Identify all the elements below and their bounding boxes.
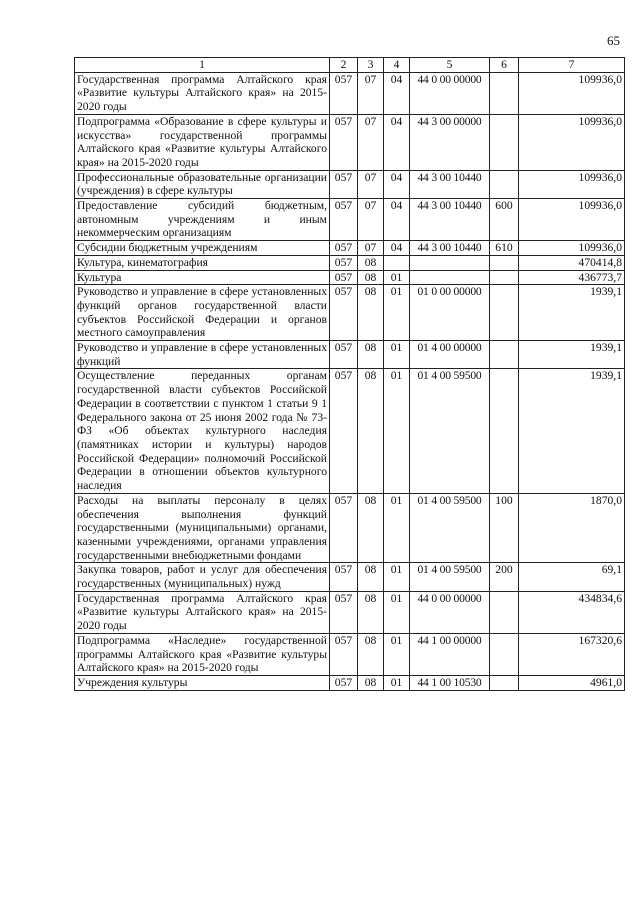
row-subsection-code bbox=[384, 255, 410, 270]
row-ministry-code: 057 bbox=[330, 270, 358, 285]
header-col-3: 3 bbox=[358, 58, 384, 73]
row-expense-type bbox=[490, 270, 519, 285]
row-section-code: 08 bbox=[358, 591, 384, 633]
row-name: Закупка товаров, работ и услуг для обеспечения государственных (муниципальных) нужд bbox=[75, 563, 330, 591]
row-section-code: 07 bbox=[358, 241, 384, 256]
row-subsection-code: 01 bbox=[384, 341, 410, 369]
row-target-article: 01 4 00 59500 bbox=[410, 369, 490, 493]
row-name: Расходы на выплаты персоналу в целях обеспечения выполнения функций государственными (муниципальными) органами, казенными учреждениями, органами управления государственными внебюджетными фондами bbox=[75, 493, 330, 563]
header-col-7: 7 bbox=[519, 58, 625, 73]
row-ministry-code: 057 bbox=[330, 285, 358, 341]
row-target-article: 44 3 00 10440 bbox=[410, 199, 490, 241]
row-expense-type: 200 bbox=[490, 563, 519, 591]
row-target-article: 44 0 00 00000 bbox=[410, 72, 490, 114]
budget-table bbox=[74, 57, 625, 691]
table-body bbox=[75, 72, 625, 690]
row-name: Государственная программа Алтайского края «Развитие культуры Алтайского края» на 2015-2020 годы bbox=[75, 72, 330, 114]
row-name: Предоставление субсидий бюджетным, автономным учреждениям и иным некоммерческим организациям bbox=[75, 199, 330, 241]
row-target-article: 44 1 00 10530 bbox=[410, 675, 490, 690]
row-name: Субсидии бюджетным учреждениям bbox=[75, 241, 330, 256]
row-target-article bbox=[410, 270, 490, 285]
row-ministry-code: 057 bbox=[330, 72, 358, 114]
row-amount: 436773,7 bbox=[519, 270, 625, 285]
table-row bbox=[75, 199, 625, 241]
table-row bbox=[75, 170, 625, 198]
row-expense-type bbox=[490, 633, 519, 675]
row-section-code: 07 bbox=[358, 114, 384, 170]
row-name: Подпрограмма «Образование в сфере культуры и искусства» государственной программы Алтайского края «Развитие культуры Алтайского края» на 2015-2020 годы bbox=[75, 114, 330, 170]
row-name: Подпрограмма «Наследие» государственной программы Алтайского края «Развитие культуры Алтайского края» на 2015-2020 годы bbox=[75, 633, 330, 675]
row-expense-type bbox=[490, 255, 519, 270]
row-amount: 109936,0 bbox=[519, 241, 625, 256]
row-ministry-code: 057 bbox=[330, 170, 358, 198]
row-section-code: 07 bbox=[358, 199, 384, 241]
row-name: Руководство и управление в сфере установленных функций bbox=[75, 341, 330, 369]
row-name: Учреждения культуры bbox=[75, 675, 330, 690]
table-row bbox=[75, 369, 625, 493]
row-subsection-code: 01 bbox=[384, 633, 410, 675]
header-col-2: 2 bbox=[330, 58, 358, 73]
table-row bbox=[75, 72, 625, 114]
row-ministry-code: 057 bbox=[330, 591, 358, 633]
row-expense-type: 100 bbox=[490, 493, 519, 563]
row-section-code: 08 bbox=[358, 255, 384, 270]
row-amount: 1939,1 bbox=[519, 341, 625, 369]
row-target-article: 01 4 00 59500 bbox=[410, 493, 490, 563]
row-amount: 1939,1 bbox=[519, 285, 625, 341]
table-row bbox=[75, 675, 625, 690]
row-amount: 69,1 bbox=[519, 563, 625, 591]
row-ministry-code: 057 bbox=[330, 675, 358, 690]
row-ministry-code: 057 bbox=[330, 563, 358, 591]
row-subsection-code: 01 bbox=[384, 591, 410, 633]
row-target-article: 44 3 00 10440 bbox=[410, 241, 490, 256]
row-amount: 1939,1 bbox=[519, 369, 625, 493]
row-section-code: 08 bbox=[358, 369, 384, 493]
row-ministry-code: 057 bbox=[330, 633, 358, 675]
row-subsection-code: 04 bbox=[384, 72, 410, 114]
row-name: Осуществление переданных органам государственной власти субъектов Российской Федерации в соответствии с пунктом 1 статьи 9 1 Федерального закона от 25 июня 2002 года № 73-ФЗ «Об объектах культурного наследия (памятниках истории и культуры) народов Российской Федерации» полномочий Российской Федерации в отношении объектов культурного наследия bbox=[75, 369, 330, 493]
row-section-code: 08 bbox=[358, 493, 384, 563]
row-ministry-code: 057 bbox=[330, 241, 358, 256]
row-expense-type bbox=[490, 170, 519, 198]
row-target-article: 01 4 00 59500 bbox=[410, 563, 490, 591]
row-section-code: 08 bbox=[358, 633, 384, 675]
row-section-code: 08 bbox=[358, 675, 384, 690]
header-col-6: 6 bbox=[490, 58, 519, 73]
table-row bbox=[75, 493, 625, 563]
row-section-code: 08 bbox=[358, 270, 384, 285]
table-row bbox=[75, 341, 625, 369]
row-subsection-code: 01 bbox=[384, 675, 410, 690]
row-expense-type bbox=[490, 285, 519, 341]
table-row bbox=[75, 241, 625, 256]
table-row bbox=[75, 270, 625, 285]
row-ministry-code: 057 bbox=[330, 199, 358, 241]
row-amount: 109936,0 bbox=[519, 114, 625, 170]
row-subsection-code: 04 bbox=[384, 170, 410, 198]
row-subsection-code: 01 bbox=[384, 563, 410, 591]
row-ministry-code: 057 bbox=[330, 114, 358, 170]
row-ministry-code: 057 bbox=[330, 493, 358, 563]
row-ministry-code: 057 bbox=[330, 369, 358, 493]
row-subsection-code: 01 bbox=[384, 493, 410, 563]
row-name: Культура bbox=[75, 270, 330, 285]
row-name: Культура, кинематография bbox=[75, 255, 330, 270]
header-col-4: 4 bbox=[384, 58, 410, 73]
row-name: Профессиональные образовательные организации (учреждения) в сфере культуры bbox=[75, 170, 330, 198]
table-row bbox=[75, 255, 625, 270]
row-expense-type: 610 bbox=[490, 241, 519, 256]
row-amount: 1870,0 bbox=[519, 493, 625, 563]
row-subsection-code: 04 bbox=[384, 199, 410, 241]
row-target-article: 44 3 00 10440 bbox=[410, 170, 490, 198]
row-target-article bbox=[410, 255, 490, 270]
table-row bbox=[75, 633, 625, 675]
row-section-code: 08 bbox=[358, 285, 384, 341]
row-expense-type: 600 bbox=[490, 199, 519, 241]
row-section-code: 08 bbox=[358, 341, 384, 369]
row-amount: 434834,6 bbox=[519, 591, 625, 633]
row-ministry-code: 057 bbox=[330, 341, 358, 369]
row-name: Руководство и управление в сфере установленных функций органов государственной власти субъектов Российской Федерации и органов местного самоуправления bbox=[75, 285, 330, 341]
row-subsection-code: 01 bbox=[384, 369, 410, 493]
row-section-code: 07 bbox=[358, 72, 384, 114]
row-amount: 167320,6 bbox=[519, 633, 625, 675]
row-expense-type bbox=[490, 591, 519, 633]
row-amount: 109936,0 bbox=[519, 199, 625, 241]
table-row bbox=[75, 285, 625, 341]
table-row bbox=[75, 591, 625, 633]
row-amount: 470414,8 bbox=[519, 255, 625, 270]
row-target-article: 44 1 00 00000 bbox=[410, 633, 490, 675]
table-row bbox=[75, 114, 625, 170]
row-expense-type bbox=[490, 675, 519, 690]
row-target-article: 44 3 00 00000 bbox=[410, 114, 490, 170]
row-amount: 4961,0 bbox=[519, 675, 625, 690]
table-row bbox=[75, 563, 625, 591]
row-section-code: 08 bbox=[358, 563, 384, 591]
row-expense-type bbox=[490, 114, 519, 170]
row-ministry-code: 057 bbox=[330, 255, 358, 270]
row-subsection-code: 04 bbox=[384, 114, 410, 170]
row-amount: 109936,0 bbox=[519, 170, 625, 198]
row-target-article: 01 0 00 00000 bbox=[410, 285, 490, 341]
row-subsection-code: 04 bbox=[384, 241, 410, 256]
row-target-article: 44 0 00 00000 bbox=[410, 591, 490, 633]
page-number: 65 bbox=[607, 33, 620, 48]
header-col-1: 1 bbox=[75, 58, 330, 73]
row-expense-type bbox=[490, 369, 519, 493]
row-subsection-code: 01 bbox=[384, 285, 410, 341]
row-expense-type bbox=[490, 341, 519, 369]
row-expense-type bbox=[490, 72, 519, 114]
row-amount: 109936,0 bbox=[519, 72, 625, 114]
table-header-row bbox=[75, 58, 625, 73]
row-subsection-code: 01 bbox=[384, 270, 410, 285]
row-section-code: 07 bbox=[358, 170, 384, 198]
header-col-5: 5 bbox=[410, 58, 490, 73]
row-target-article: 01 4 00 00000 bbox=[410, 341, 490, 369]
row-name: Государственная программа Алтайского края «Развитие культуры Алтайского края» на 2015-2020 годы bbox=[75, 591, 330, 633]
